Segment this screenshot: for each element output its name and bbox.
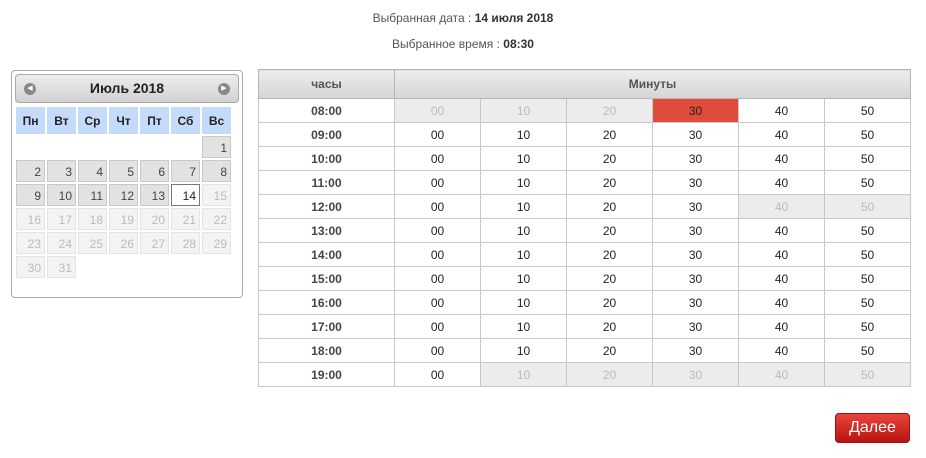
- minute-slot[interactable]: 40: [739, 99, 825, 123]
- calendar-cell: [171, 160, 200, 182]
- hour-label: 11:00: [259, 171, 395, 195]
- calendar-cell: [16, 256, 45, 278]
- calendar-day: 28: [171, 232, 200, 254]
- hour-label: 09:00: [259, 123, 395, 147]
- minute-slot: 30: [653, 363, 739, 387]
- calendar-day: 27: [140, 232, 169, 254]
- calendar-cell: [140, 256, 169, 278]
- calendar-week: [16, 160, 231, 182]
- minute-slot[interactable]: 50: [825, 147, 911, 171]
- minute-slot[interactable]: 50: [825, 243, 911, 267]
- calendar-cell: [16, 136, 45, 158]
- calendar-cell: [47, 136, 76, 158]
- calendar-cell: [16, 208, 45, 230]
- calendar-cell: [202, 208, 231, 230]
- minute-slot[interactable]: 30: [653, 123, 739, 147]
- datepicker-month-title: Июль 2018: [89, 80, 165, 96]
- calendar-day[interactable]: 1: [202, 136, 231, 158]
- calendar-day[interactable]: 3: [47, 160, 76, 182]
- minute-slot: 10: [481, 363, 567, 387]
- calendar-day[interactable]: 2: [16, 160, 45, 182]
- hours-header: часы: [259, 70, 395, 99]
- calendar-cell: [171, 232, 200, 254]
- calendar-day: 30: [16, 256, 45, 278]
- calendar-cell: [16, 184, 45, 206]
- calendar-day: 18: [78, 208, 107, 230]
- next-button[interactable]: Далее: [835, 413, 910, 443]
- minute-slot[interactable]: 10: [481, 291, 567, 315]
- minute-slot[interactable]: 00: [395, 243, 481, 267]
- selected-time-label: Выбранное время :: [392, 37, 504, 51]
- calendar-day[interactable]: 5: [109, 160, 138, 182]
- minute-slot: 20: [567, 99, 653, 123]
- time-row: [259, 171, 911, 195]
- minute-slot[interactable]: 00: [395, 363, 481, 387]
- calendar-cell: [171, 256, 200, 278]
- calendar-day: 17: [47, 208, 76, 230]
- weekday-header: Чт: [109, 107, 138, 134]
- datepicker-grid: [14, 105, 233, 280]
- time-row: [259, 339, 911, 363]
- minute-slot[interactable]: 50: [825, 291, 911, 315]
- time-table-header: [259, 70, 911, 99]
- minute-slot[interactable]: 40: [739, 291, 825, 315]
- calendar-cell: [171, 136, 200, 158]
- minute-slot[interactable]: 30: [653, 147, 739, 171]
- minute-slot[interactable]: 10: [481, 339, 567, 363]
- minute-slot[interactable]: 40: [739, 171, 825, 195]
- minute-slot[interactable]: 40: [739, 315, 825, 339]
- calendar-cell: [140, 232, 169, 254]
- minute-slot[interactable]: 40: [739, 219, 825, 243]
- calendar-cell: [109, 232, 138, 254]
- calendar-week: [16, 232, 231, 254]
- minute-slot[interactable]: 20: [567, 291, 653, 315]
- minute-slot[interactable]: 00: [395, 219, 481, 243]
- time-row: [259, 147, 911, 171]
- hour-label: 14:00: [259, 243, 395, 267]
- minute-slot[interactable]: 10: [481, 195, 567, 219]
- minute-slot[interactable]: 00: [395, 123, 481, 147]
- time-row: [259, 363, 911, 387]
- weekday-header: Пн: [16, 107, 45, 134]
- selected-date-label: Выбранная дата :: [372, 11, 475, 25]
- minute-slot[interactable]: 00: [395, 147, 481, 171]
- minute-slot[interactable]: 50: [825, 171, 911, 195]
- minute-slot[interactable]: 50: [825, 123, 911, 147]
- calendar-cell: [16, 232, 45, 254]
- minute-slot: 40: [739, 195, 825, 219]
- minute-slot[interactable]: 30: [653, 195, 739, 219]
- calendar-cell: [202, 184, 231, 206]
- calendar-cell: [78, 208, 107, 230]
- minute-slot[interactable]: 10: [481, 315, 567, 339]
- time-row: [259, 315, 911, 339]
- minute-slot[interactable]: 00: [395, 339, 481, 363]
- weekday-header: Сб: [171, 107, 200, 134]
- minute-slot[interactable]: 30: [653, 243, 739, 267]
- calendar-day: 29: [202, 232, 231, 254]
- minute-slot[interactable]: 40: [739, 147, 825, 171]
- hour-label: 12:00: [259, 195, 395, 219]
- minute-slot: 40: [739, 363, 825, 387]
- calendar-day: 22: [202, 208, 231, 230]
- calendar-day: 31: [47, 256, 76, 278]
- selected-date-value: 14 июля 2018: [474, 11, 554, 25]
- calendar-day[interactable]: 13: [140, 184, 169, 206]
- calendar-day[interactable]: 10: [47, 184, 76, 206]
- next-arrow-icon[interactable]: ▶: [218, 83, 230, 95]
- minute-slot[interactable]: 50: [825, 315, 911, 339]
- calendar-cell: [171, 208, 200, 230]
- minute-slot[interactable]: 10: [481, 171, 567, 195]
- time-row: [259, 195, 911, 219]
- calendar-cell: [202, 136, 231, 158]
- calendar-cell: [109, 208, 138, 230]
- minute-slot[interactable]: 00: [395, 171, 481, 195]
- minute-slot[interactable]: 50: [825, 99, 911, 123]
- calendar-day: 20: [140, 208, 169, 230]
- weekday-header: Вт: [47, 107, 76, 134]
- calendar-day: 19: [109, 208, 138, 230]
- calendar-day[interactable]: 11: [78, 184, 107, 206]
- minute-slot[interactable]: 40: [739, 243, 825, 267]
- calendar-week: [16, 184, 231, 206]
- time-row: [259, 99, 911, 123]
- minute-slot[interactable]: 00: [395, 315, 481, 339]
- minute-slot[interactable]: 10: [481, 219, 567, 243]
- minute-slot: 20: [567, 363, 653, 387]
- calendar-cell: [47, 208, 76, 230]
- minute-slot: 50: [825, 363, 911, 387]
- calendar-cell: [47, 256, 76, 278]
- minute-slot[interactable]: 30: [653, 219, 739, 243]
- minute-slot[interactable]: 20: [567, 147, 653, 171]
- calendar-week: [16, 136, 231, 158]
- minute-slot[interactable]: 40: [739, 339, 825, 363]
- calendar-cell: [16, 160, 45, 182]
- calendar-cell: [78, 160, 107, 182]
- minute-slot[interactable]: 10: [481, 243, 567, 267]
- calendar-cell: [78, 136, 107, 158]
- minute-slot-selected[interactable]: 30: [653, 99, 739, 123]
- hour-label: 08:00: [259, 99, 395, 123]
- calendar-cell: [47, 184, 76, 206]
- calendar-week: [16, 256, 231, 278]
- hour-label: 17:00: [259, 315, 395, 339]
- minutes-header: Минуты: [395, 70, 911, 99]
- calendar-day-selected[interactable]: 14: [171, 184, 200, 206]
- calendar-day[interactable]: 6: [140, 160, 169, 182]
- calendar-day: 21: [171, 208, 200, 230]
- calendar-cell: [140, 160, 169, 182]
- minute-slot[interactable]: 50: [825, 339, 911, 363]
- calendar-day: 25: [78, 232, 107, 254]
- minute-slot[interactable]: 30: [653, 267, 739, 291]
- minute-slot[interactable]: 00: [395, 291, 481, 315]
- calendar-cell: [202, 232, 231, 254]
- minute-slot[interactable]: 10: [481, 267, 567, 291]
- time-row: [259, 243, 911, 267]
- calendar-day: 16: [16, 208, 45, 230]
- calendar-day: 24: [47, 232, 76, 254]
- calendar-cell: [78, 256, 107, 278]
- minute-slot[interactable]: 00: [395, 195, 481, 219]
- calendar-day: 23: [16, 232, 45, 254]
- calendar-cell: [202, 160, 231, 182]
- weekday-header: Пт: [140, 107, 169, 134]
- calendar-cell: [202, 256, 231, 278]
- minute-slot[interactable]: 30: [653, 339, 739, 363]
- minute-slot: 50: [825, 195, 911, 219]
- calendar-cell: [78, 232, 107, 254]
- time-row: [259, 291, 911, 315]
- calendar-day: 26: [109, 232, 138, 254]
- calendar-cell: [140, 136, 169, 158]
- weekday-row: [16, 107, 231, 134]
- calendar-day[interactable]: 12: [109, 184, 138, 206]
- minute-slot[interactable]: 20: [567, 171, 653, 195]
- minute-slot[interactable]: 00: [395, 267, 481, 291]
- minute-slot[interactable]: 40: [739, 123, 825, 147]
- minute-slot: 10: [481, 99, 567, 123]
- time-row: [259, 267, 911, 291]
- hour-label: 10:00: [259, 147, 395, 171]
- weekday-header: Ср: [78, 107, 107, 134]
- time-row: [259, 219, 911, 243]
- selected-time-value: 08:30: [503, 37, 534, 51]
- minute-slot[interactable]: 20: [567, 219, 653, 243]
- calendar-cell: [78, 184, 107, 206]
- minute-slot[interactable]: 10: [481, 147, 567, 171]
- calendar-cell: [109, 160, 138, 182]
- calendar-day[interactable]: 8: [202, 160, 231, 182]
- time-row: [259, 123, 911, 147]
- minute-slot[interactable]: 20: [567, 315, 653, 339]
- calendar-day[interactable]: 4: [78, 160, 107, 182]
- minute-slot[interactable]: 50: [825, 219, 911, 243]
- datepicker: [11, 70, 243, 298]
- minute-slot[interactable]: 30: [653, 315, 739, 339]
- selected-time-line: [0, 37, 926, 51]
- minute-slot[interactable]: 20: [567, 195, 653, 219]
- calendar-cell: [140, 208, 169, 230]
- minute-slot[interactable]: 20: [567, 243, 653, 267]
- prev-arrow-icon[interactable]: ◀: [24, 83, 36, 95]
- calendar-week: [16, 208, 231, 230]
- time-table: [258, 69, 911, 387]
- hour-label: 18:00: [259, 339, 395, 363]
- minute-slot[interactable]: 40: [739, 267, 825, 291]
- minute-slot[interactable]: 20: [567, 267, 653, 291]
- minute-slot[interactable]: 10: [481, 123, 567, 147]
- hour-label: 13:00: [259, 219, 395, 243]
- calendar-cell: [109, 256, 138, 278]
- calendar-cell: [47, 232, 76, 254]
- weekday-header: Вс: [202, 107, 231, 134]
- hour-label: 19:00: [259, 363, 395, 387]
- calendar-cell: [47, 160, 76, 182]
- minute-slot: 00: [395, 99, 481, 123]
- calendar-cell: [140, 184, 169, 206]
- minute-slot[interactable]: 20: [567, 339, 653, 363]
- minute-slot[interactable]: 30: [653, 171, 739, 195]
- hour-label: 15:00: [259, 267, 395, 291]
- calendar-cell: [109, 184, 138, 206]
- calendar-day[interactable]: 7: [171, 160, 200, 182]
- selected-date-line: [0, 11, 926, 25]
- calendar-cell: [171, 184, 200, 206]
- calendar-cell: [109, 136, 138, 158]
- minute-slot[interactable]: 20: [567, 123, 653, 147]
- datepicker-header: [15, 74, 239, 103]
- calendar-day[interactable]: 9: [16, 184, 45, 206]
- calendar-day: 15: [202, 184, 231, 206]
- minute-slot[interactable]: 30: [653, 291, 739, 315]
- minute-slot[interactable]: 50: [825, 267, 911, 291]
- hour-label: 16:00: [259, 291, 395, 315]
